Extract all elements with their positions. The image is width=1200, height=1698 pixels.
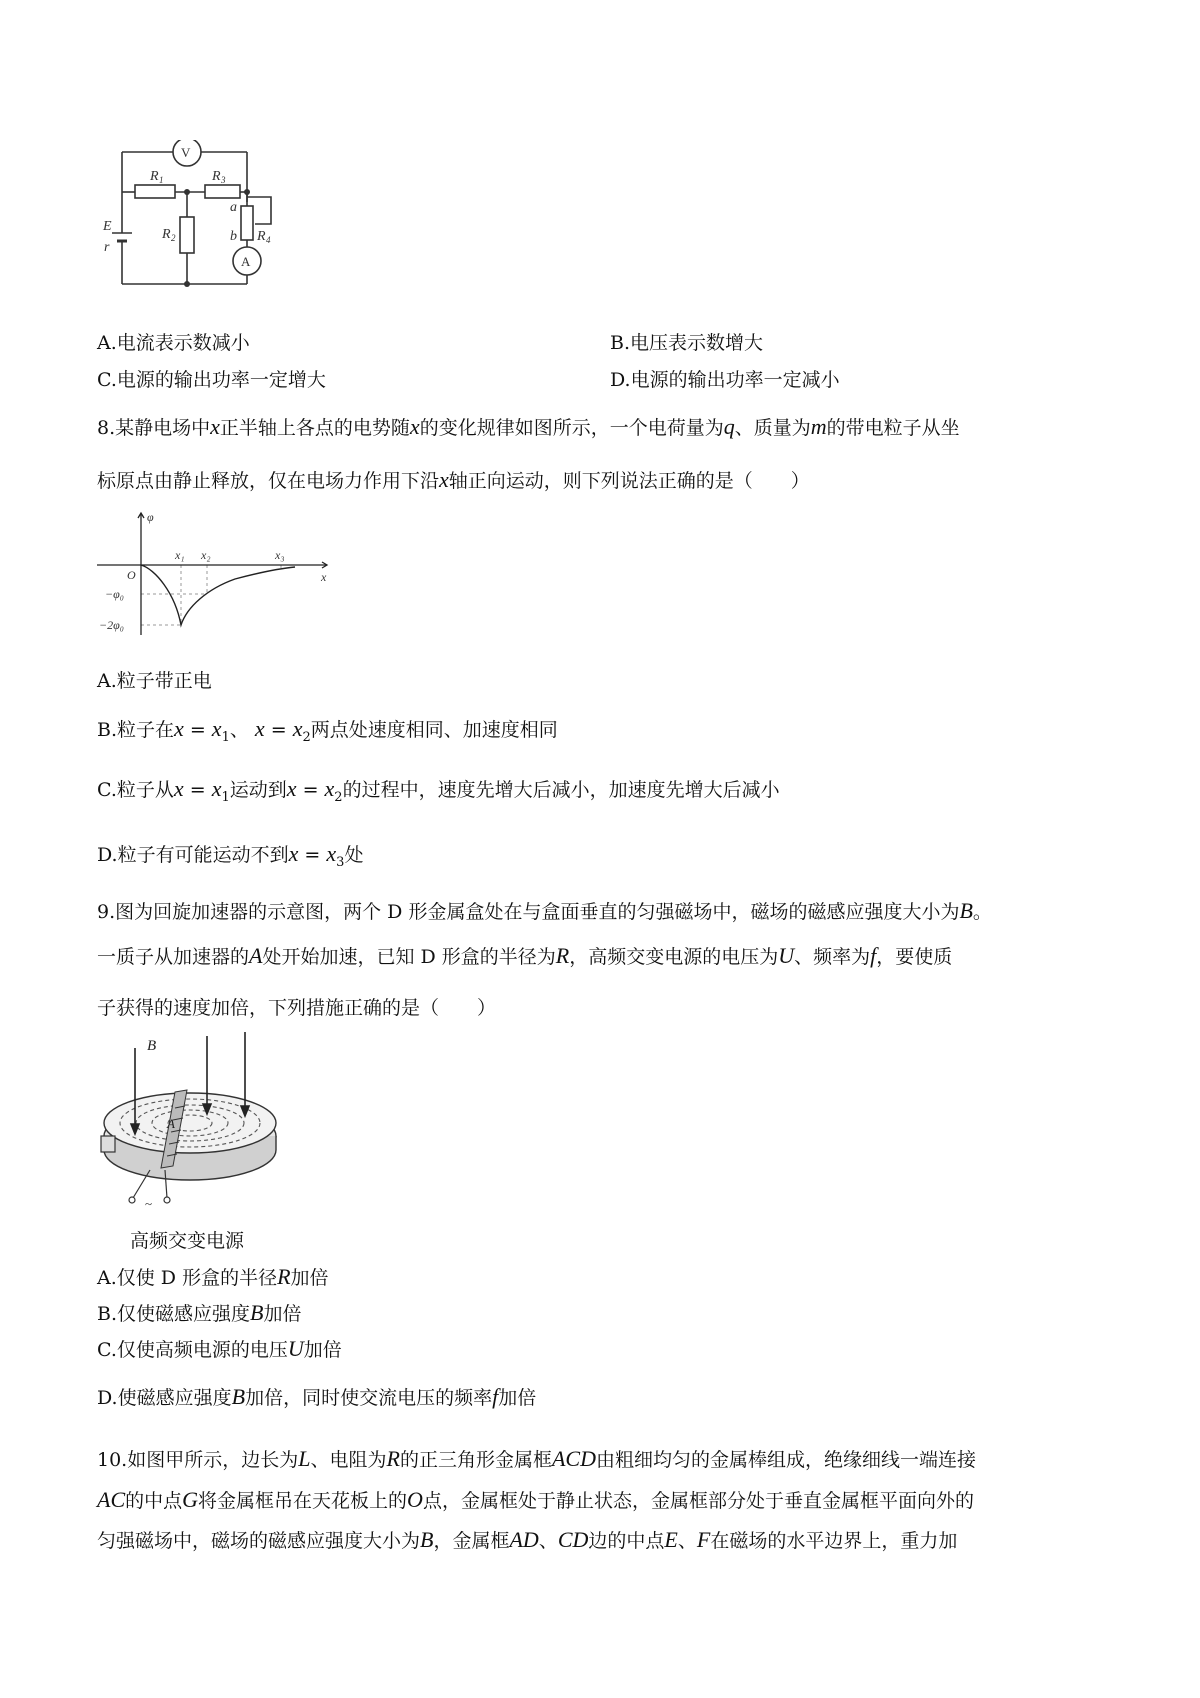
q10-text: 将金属框吊在天花板上的	[198, 1490, 408, 1512]
q10-var-l: L	[298, 1446, 311, 1471]
q10-var-e: E	[664, 1527, 678, 1552]
q8-stem-text: 的变化规律如图所示，一个电荷量为	[419, 417, 724, 439]
q8-stem-line1	[97, 414, 960, 441]
math-x: x	[173, 776, 184, 801]
math-subscript: 2	[302, 729, 311, 745]
b-field-label: B	[147, 1038, 157, 1054]
r3-sub: 3	[221, 175, 226, 185]
q10-text: 的中点	[125, 1490, 183, 1512]
r1-label: R	[150, 169, 159, 184]
internal-resistance-label: r	[104, 240, 110, 255]
q10-line3	[97, 1527, 957, 1554]
q9-stem-text: 处开始加速，已知 D 形盒的半径为	[262, 946, 556, 968]
q8-var-x: x	[409, 414, 420, 439]
q9-option-text: A.仅使 D 形盒的半径	[97, 1267, 278, 1289]
cyclotron-figure	[95, 1028, 285, 1213]
point-b-label: b	[230, 229, 237, 244]
math-equals: =	[270, 719, 287, 741]
math-x: x	[211, 776, 222, 801]
q9-var-r: R	[555, 943, 570, 968]
potential-graph	[95, 505, 335, 645]
x3-label: x₃	[275, 548, 285, 562]
q9-var-f: f	[492, 1384, 499, 1409]
q8-var-x: x	[439, 467, 449, 492]
q9-var-b: B	[959, 898, 973, 923]
q10-text: 由粗细均匀的金属棒组成，绝缘细线一端连接	[595, 1449, 976, 1471]
q8-option-b	[97, 716, 558, 751]
q9-var-b: B	[231, 1384, 246, 1409]
x-axis-label: x	[321, 570, 327, 584]
q7-option-c: C.电源的输出功率一定增大	[97, 369, 326, 391]
q10-var-acd: ACD	[551, 1446, 596, 1471]
q8-option-text: D.粒子有可能运动不到	[97, 844, 289, 866]
x2-label: x₂	[201, 548, 211, 562]
math-x: x	[288, 841, 299, 866]
q10-var-b: B	[420, 1527, 434, 1552]
neg-phi0-label: −φ₀	[105, 587, 124, 601]
q10-var-f: F	[696, 1527, 711, 1552]
q9-stem-text: ，要使质	[876, 946, 953, 968]
q9-var-r: R	[277, 1264, 291, 1289]
q9-option-c	[97, 1336, 342, 1363]
math-equals: =	[302, 779, 319, 801]
q9-stem-line2	[97, 943, 952, 970]
math-x: x	[292, 716, 303, 741]
q10-text: 匀强磁场中，磁场的磁感应强度大小为	[97, 1530, 421, 1552]
q9-option-text: 加倍	[303, 1339, 342, 1361]
q10-line2	[97, 1487, 974, 1514]
math-subscript: 1	[221, 729, 230, 745]
q8-stem-text: 轴正向运动，则下列说法正确的是（ ）	[448, 470, 810, 492]
r2-label: R	[162, 227, 171, 242]
q9-var-u: U	[287, 1336, 304, 1361]
q9-option-a	[97, 1264, 329, 1291]
q10-text: 10.如图甲所示，边长为	[97, 1449, 299, 1471]
q8-option-text: B.粒子在	[97, 719, 175, 741]
q7-option-b: B.电压表示数增大	[610, 332, 764, 354]
q10-text: 、电阻为	[310, 1449, 387, 1471]
q10-text: 点，金属框处于静止状态，金属框部分处于垂直金属框平面向外的	[422, 1490, 974, 1512]
q10-var-ad: AD	[509, 1527, 539, 1552]
q8-var-m: m	[810, 414, 827, 439]
q8-option-text: C.粒子从	[97, 779, 174, 801]
q8-option-a: A.粒子带正电	[97, 670, 212, 692]
math-equals: =	[189, 779, 206, 801]
q8-stem-text: 、质量为	[734, 417, 811, 439]
q9-option-text: C.仅使高频电源的电压	[97, 1339, 288, 1361]
q10-var-g: G	[182, 1487, 199, 1512]
q9-var-a: A	[249, 943, 263, 968]
q9-option-text: B.仅使磁感应强度	[97, 1303, 251, 1325]
q9-option-text: 加倍，同时使交流电压的频率	[245, 1387, 493, 1409]
q9-stem-text: ，高频交变电源的电压为	[569, 946, 779, 968]
q8-option-text: 处	[344, 844, 364, 866]
r4-sub: 4	[266, 235, 271, 245]
q7-option-a: A.电流表示数减小	[97, 332, 250, 354]
q8-option-c	[97, 776, 780, 811]
q9-stem-line1	[97, 898, 992, 925]
origin-label: O	[127, 568, 136, 582]
q8-var-q: q	[723, 414, 735, 439]
q9-stem-text: 、频率为	[794, 946, 871, 968]
q10-text: 、	[538, 1530, 558, 1552]
math-equals: =	[189, 719, 206, 741]
q10-var-r: R	[386, 1446, 400, 1471]
neg-2phi0-label: −2φ₀	[99, 618, 124, 632]
voltmeter-label: V	[181, 145, 191, 160]
q10-text: 、	[677, 1530, 697, 1552]
math-subscript: 1	[221, 789, 230, 805]
q9-var-f: f	[870, 943, 877, 968]
cyclotron-caption: 高频交变电源	[130, 1230, 245, 1252]
math-equals: =	[304, 844, 321, 866]
math-x: x	[254, 716, 265, 741]
q10-text: 边的中点	[588, 1530, 665, 1552]
q9-option-b	[97, 1300, 301, 1327]
q9-stem-text: 9.图为回旋加速器的示意图，两个 D 形金属盒处在与盒面垂直的匀强磁场中，磁场的磁感应强度大小为	[97, 901, 960, 923]
q9-var-b: B	[250, 1300, 264, 1325]
ammeter-label: A	[241, 254, 251, 269]
emf-label: E	[103, 219, 112, 234]
q8-option-text: 的过程中，速度先增大后减小，加速度先增大后减小	[342, 779, 780, 801]
q8-stem-text: 的带电粒子从坐	[826, 417, 960, 439]
q8-stem-line2	[97, 467, 810, 494]
q10-var-cd: CD	[557, 1527, 589, 1552]
q8-stem-text: 正半轴上各点的电势随	[219, 417, 410, 439]
q10-text: 在磁场的水平边界上，重力加	[710, 1530, 958, 1552]
math-x: x	[174, 716, 184, 741]
q10-var-ac: AC	[97, 1487, 126, 1512]
r3-label: R	[212, 169, 221, 184]
point-a-label: A	[167, 1116, 175, 1131]
q9-stem-text: 一质子从加速器的	[97, 946, 250, 968]
q10-var-o: O	[407, 1487, 423, 1512]
q9-var-u: U	[778, 943, 795, 968]
q10-text: ，金属框	[433, 1530, 510, 1552]
q9-option-text: D.使磁感应强度	[97, 1387, 232, 1409]
math-x: x	[324, 776, 335, 801]
q9-option-d	[97, 1384, 536, 1411]
math-subscript: 2	[334, 789, 343, 805]
phi-axis-label: φ	[147, 510, 154, 524]
q8-option-text: 两点处速度相同、加速度相同	[310, 719, 558, 741]
q8-stem-text: 8.某静电场中	[97, 417, 211, 439]
q9-option-text: 加倍	[498, 1387, 537, 1409]
math-subscript: 3	[336, 854, 345, 870]
r2-sub: 2	[171, 233, 176, 243]
q8-var-x: x	[210, 414, 220, 439]
r1-sub: 1	[159, 175, 164, 185]
point-a-label: a	[230, 200, 237, 215]
ac-symbol: ~	[145, 1196, 153, 1211]
r4-label: R	[257, 229, 266, 244]
q9-option-text: 加倍	[290, 1267, 329, 1289]
q9-stem-line3: 子获得的速度加倍，下列措施正确的是（ ）	[97, 997, 497, 1019]
math-x: x	[326, 841, 337, 866]
q8-stem-text: 标原点由静止释放，仅在电场力作用下沿	[97, 470, 440, 492]
q10-line1	[97, 1446, 976, 1473]
circuit-figure	[95, 140, 305, 310]
x1-label: x₁	[175, 548, 185, 562]
q9-stem-text: 。	[972, 901, 992, 923]
q8-option-text: 运动到	[229, 779, 287, 801]
math-x: x	[211, 716, 222, 741]
q7-option-d: D.电源的输出功率一定减小	[610, 369, 840, 391]
q8-option-text: 、	[229, 719, 249, 741]
q10-text: 的正三角形金属框	[399, 1449, 552, 1471]
q9-option-text: 加倍	[263, 1303, 302, 1325]
math-x: x	[286, 776, 297, 801]
q8-option-d	[97, 841, 363, 876]
